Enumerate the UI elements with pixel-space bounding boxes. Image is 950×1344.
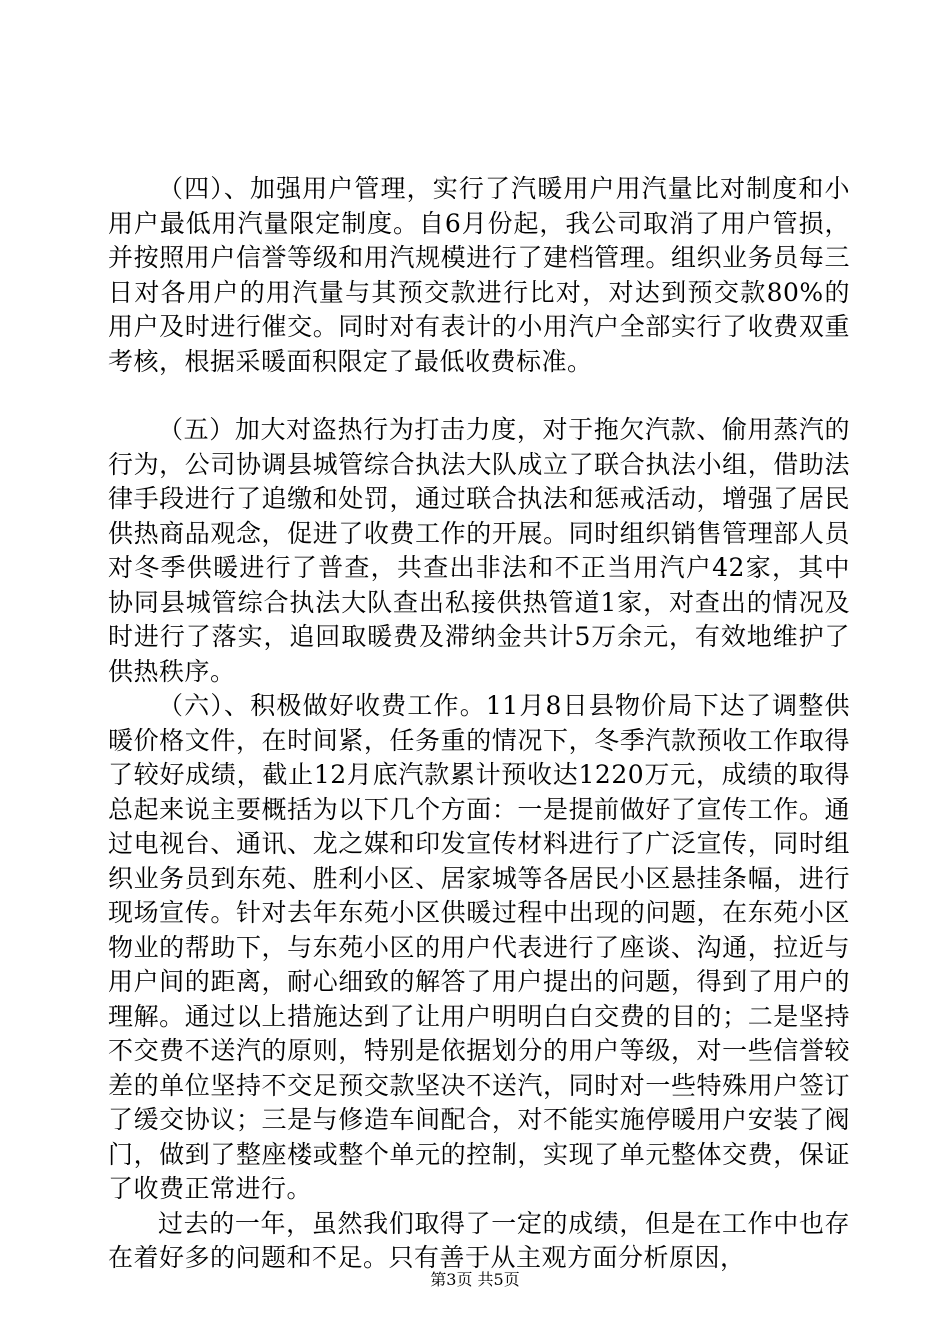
document-body [108,172,850,1276]
page-number-footer: 第3页 共5页 [430,1270,520,1289]
paragraph-summary: 过去的一年，虽然我们取得了一定的成绩，但是在工作中也存在着好多的问题和不足。只有善于从主观方面分析原因， [108,1208,850,1272]
paragraph-fee-collection: （六）、积极做好收费工作。11月8日县物价局下达了调整供暖价格文件，在时间紧，任务重的情况下，冬季汽款预收工作取得了较好成绩，截止12月底汽款累计预收达1220万元，成绩的取得总起来说主要概括为以下几个方面：一是提前做好了宣传工作。通过电视台、通讯、龙之媒和印发宣传材料进行了广泛宣传，同时组织业务员到东苑、胜利小区、居家城等各居民小区悬挂条幅，进行现场宣传。针对去年东苑小区供暖过程中出现的问题，在东苑小区物业的帮助下，与东苑小区的用户代表进行了座谈、沟通，拉近与用户间的距离，耐心细致的解答了用户提出的问题，得到了用户的理解。通过以上措施达到了让用户明明白白交费的目的；二是坚持不交费不送汽的原则，特别是依据划分的用户等级，对一些信誉较差的单位坚持不交足预交款坚决不送汽，同时对一些特殊用户签订了缓交协议；三是与修造车间配合，对不能实施停暖用户安装了阀门，做到了整座楼或整个单元的控制，实现了单元整体交费，保证了收费正常进行。 [108,691,850,1203]
paragraph-user-management: （四）、加强用户管理，实行了汽暖用户用汽量比对制度和小用户最低用汽量限定制度。自6月份起，我公司取消了用户管损，并按照用户信誉等级和用汽规模进行了建档管理。组织业务员每三日对各用户的用汽量与其预交款进行比对，对达到预交款80%的用户及时进行催交。同时对有表计的小用汽户全部实行了收费双重考核，根据采暖面积限定了最低收费标准。 [108,174,850,376]
paragraph-gap [108,379,850,413]
paragraph-anti-theft: （五）加大对盗热行为打击力度，对于拖欠汽款、偷用蒸汽的行为，公司协调县城管综合执法大队成立了联合执法小组，借助法律手段进行了追缴和处罚，通过联合执法和惩戒活动，增强了居民供热商品观念，促进了收费工作的开展。同时组织销售管理部人员对冬季供暖进行了普查，共查出非法和不正当用汽户42家，其中协同县城管综合执法大队查出私接供热管道1家，对查出的情况及时进行了落实，追回取暖费及滞纳金共计5万余元，有效地维护了供热秩序。 [108,415,850,686]
